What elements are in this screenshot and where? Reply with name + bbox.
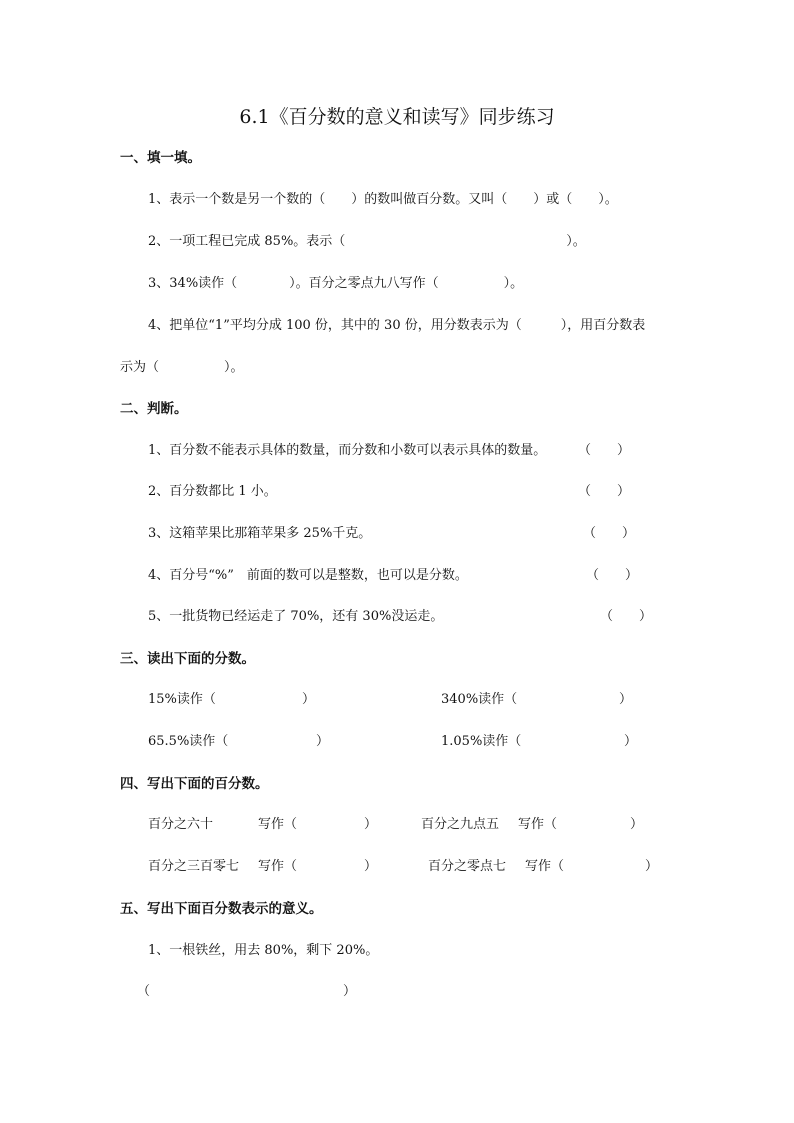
s3-item-1-close: ） bbox=[302, 692, 316, 707]
s2-item-4-answer-paren: （ ） bbox=[586, 568, 639, 583]
s1-question-4-line-1: 4、把单位“1”平均分成 100 份，其中的 30 份，用分数表示为（ ），用百分数表 bbox=[148, 318, 646, 333]
section-1-heading: 一、填一填。 bbox=[120, 150, 201, 166]
s4-item-3-write: 写作（ bbox=[258, 859, 298, 874]
s1-question-2: 2、一项工程已完成 85%。表示（ ）。 bbox=[148, 234, 586, 249]
s4-item-3-name: 百分之三百零七 bbox=[148, 859, 240, 874]
s4-item-1-write: 写作（ bbox=[258, 817, 298, 832]
s3-item-4-close: ） bbox=[624, 734, 638, 749]
s2-item-1-answer-paren: （ ） bbox=[578, 443, 631, 458]
s5-question-1: 1、一根铁丝，用去 80%，剩下 20%。 bbox=[148, 943, 379, 958]
s4-item-2-close: ） bbox=[630, 817, 644, 832]
s3-item-4-label: 1.05%读作（ bbox=[441, 734, 522, 749]
s4-item-4-write: 写作（ bbox=[525, 859, 565, 874]
section-3-heading: 三、读出下面的分数。 bbox=[120, 651, 255, 667]
s2-item-1-text: 1、百分数不能表示具体的数量，而分数和小数可以表示具体的数量。 bbox=[148, 443, 547, 458]
s2-item-2-text: 2、百分数都比 1 小。 bbox=[148, 484, 277, 499]
s4-item-2-name: 百分之九点五 bbox=[421, 817, 500, 832]
s3-item-1-label: 15%读作（ bbox=[148, 692, 216, 707]
s2-item-5-text: 5、一批货物已经运走了 70%，还有 30%没运走。 bbox=[148, 609, 444, 624]
s4-item-4-close: ） bbox=[645, 859, 659, 874]
s1-question-4-line-2: 示为（ ）。 bbox=[120, 360, 244, 375]
s3-item-3-label: 65.5%读作（ bbox=[148, 734, 229, 749]
s5-answer-close-paren: ） bbox=[343, 984, 357, 999]
s4-item-1-close: ） bbox=[364, 817, 378, 832]
s4-item-1-name: 百分之六十 bbox=[148, 817, 214, 832]
s3-item-3-close: ） bbox=[316, 734, 330, 749]
s1-question-1: 1、表示一个数是另一个数的（ ）的数叫做百分数。又叫（ ）或（ ）。 bbox=[148, 192, 618, 207]
s1-question-3: 3、34%读作（ ）。百分之零点九八写作（ ）。 bbox=[148, 276, 524, 291]
section-5-heading: 五、写出下面百分数表示的意义。 bbox=[120, 901, 323, 917]
s4-item-4-name: 百分之零点七 bbox=[428, 859, 507, 874]
s2-item-3-text: 3、这箱苹果比那箱苹果多 25%千克。 bbox=[148, 526, 372, 541]
s2-item-5-answer-paren: （ ） bbox=[600, 609, 653, 624]
s2-item-3-answer-paren: （ ） bbox=[583, 526, 636, 541]
section-2-heading: 二、判断。 bbox=[120, 401, 188, 417]
s4-item-2-write: 写作（ bbox=[518, 817, 558, 832]
section-4-heading: 四、写出下面的百分数。 bbox=[120, 776, 269, 792]
s4-item-3-close: ） bbox=[364, 859, 378, 874]
s3-item-2-close: ） bbox=[619, 692, 633, 707]
s2-item-4-text: 4、百分号“%” 前面的数可以是整数，也可以是分数。 bbox=[148, 568, 468, 583]
page-title: 6.1《百分数的意义和读写》同步练习 bbox=[239, 106, 555, 128]
s3-item-2-label: 340%读作（ bbox=[441, 692, 518, 707]
s5-answer-open-paren: （ bbox=[137, 984, 151, 999]
s2-item-2-answer-paren: （ ） bbox=[578, 484, 631, 499]
